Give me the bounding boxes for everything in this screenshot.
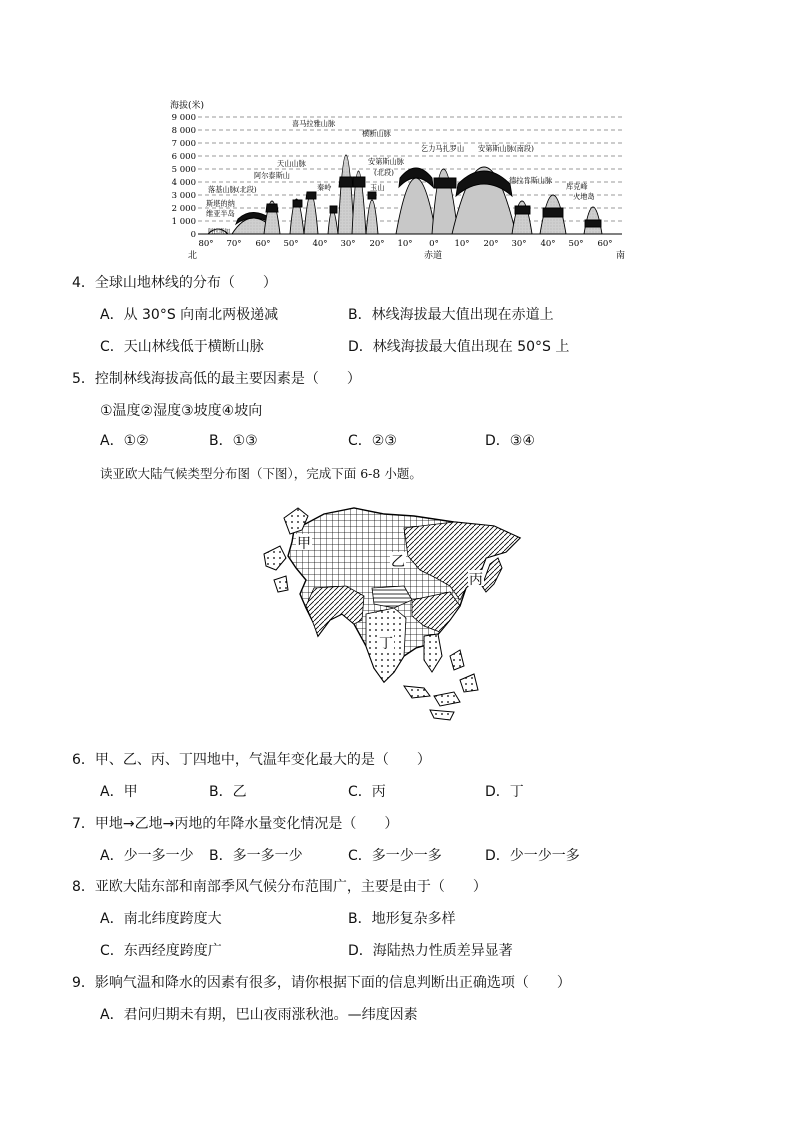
q5-option-c[interactable]: C．②③ (348, 433, 397, 449)
x-tick: 60° (255, 239, 271, 249)
q7-option-c[interactable]: C．多一少一多 (348, 848, 442, 864)
x-tick: 80° (198, 239, 214, 249)
mountain-profiles (208, 155, 602, 234)
south-label: 南 (616, 251, 626, 261)
q6-option-b[interactable]: B．乙 (209, 784, 247, 800)
x-tick: 70° (226, 239, 242, 249)
q8-option-c[interactable]: C．东西经度跨度广 (100, 943, 222, 959)
label-himalaya: 喜马拉雅山脉 (292, 119, 336, 128)
label-jia: 甲 (297, 536, 311, 552)
q5-stem: 5．控制林线海拔高低的最主要因素是（ ） (72, 371, 361, 387)
label-bing: 丙 (469, 572, 483, 588)
q6-option-d[interactable]: D．丁 (485, 784, 524, 800)
q8-option-b[interactable]: B．地形复杂多样 (348, 911, 456, 927)
q6-option-a[interactable]: A．甲 (100, 784, 138, 800)
q4-option-a[interactable]: A．从 30°S 向南北两极递减 (100, 307, 279, 323)
q8-option-d[interactable]: D．海陆热力性质差异显著 (348, 943, 513, 959)
label-alaska: 阿拉斯加 (208, 229, 231, 235)
y-tick: 7 000 (171, 139, 196, 149)
x-tick: 10° (397, 239, 413, 249)
label-altai: 阿尔泰斯山 (254, 171, 290, 180)
q4-option-c[interactable]: C．天山林线低于横断山脉 (100, 339, 264, 355)
q8-stem: 8．亚欧大陆东部和南部季风气候分布范围广，主要是由于（ ） (72, 879, 487, 895)
x-tick: 30° (511, 239, 527, 249)
x-tick: 20° (483, 239, 499, 249)
label-yi: 乙 (391, 554, 405, 570)
label-drakensberg: 德拉肯斯山脉 (509, 176, 553, 185)
q6-option-c[interactable]: C．丙 (348, 784, 386, 800)
q7-option-d[interactable]: D．少一少一多 (485, 848, 580, 864)
y-tick: 5 000 (171, 165, 196, 175)
label-kilimanjaro: 乞力马扎罗山 (421, 144, 465, 153)
north-label: 北 (188, 251, 198, 261)
label-andes-south: 安第斯山脉(南段) (478, 144, 534, 153)
x-tick: 40° (312, 239, 328, 249)
q9-stem: 9．影响气温和降水的因素有很多，请你根据下面的信息判断出正确选项（ ） (72, 975, 571, 991)
label-tianshan: 天山山脉 (277, 159, 306, 168)
x-tick: 20° (369, 239, 385, 249)
q7-stem: 7．甲地→乙地→丙地的年降水量变化情况是（ ） (72, 816, 399, 832)
q4-option-d[interactable]: D．林线海拔最大值出现在 50°S 上 (348, 339, 570, 355)
q8-option-a[interactable]: A．南北纬度跨度大 (100, 911, 222, 927)
y-axis-title: 海拔(米) (170, 101, 205, 111)
x-tick: 60° (597, 239, 613, 249)
y-tick: 1 000 (171, 217, 196, 227)
x-tick: 10° (454, 239, 470, 249)
x-tick: 50° (568, 239, 584, 249)
q5-option-b[interactable]: B．①③ (209, 433, 258, 449)
label-scandinavia: 斯堪的纳 (206, 199, 235, 208)
q5-option-a[interactable]: A．①② (100, 433, 149, 449)
label-andes-north-sub: (北段) (374, 168, 394, 177)
q4-option-b[interactable]: B．林线海拔最大值出现在赤道上 (348, 307, 554, 323)
section-intro: 读亚欧大陆气候类型分布图（下图），完成下面 6-8 小题。 (100, 466, 422, 481)
label-scandinavia2: 维亚半岛 (206, 209, 235, 218)
x-tick-labels (198, 239, 612, 249)
label-qinling: 秦岭 (317, 183, 332, 192)
q7-option-a[interactable]: A．少一多一少 (100, 848, 194, 864)
label-andes-north: 安第斯山脉 (368, 157, 404, 166)
label-rocky: 落基山脉(北段) (208, 185, 257, 194)
label-hengduan: 横断山脉 (362, 129, 391, 138)
label-cook: 库克峰 (566, 182, 588, 191)
y-tick: 3 000 (171, 191, 196, 201)
x-tick: 30° (340, 239, 356, 249)
x-tick: 40° (540, 239, 556, 249)
y-tick: 8 000 (171, 126, 196, 136)
equator-label: 赤道 (424, 251, 443, 261)
y-tick: 6 000 (171, 152, 196, 162)
q4-stem: 4．全球山地林线的分布（ ） (72, 275, 277, 291)
y-tick: 2 000 (171, 204, 196, 214)
label-yushan: 玉山 (370, 183, 385, 192)
label-volcano: 火地岛 (573, 192, 595, 201)
q5-option-d[interactable]: D．③④ (485, 433, 535, 449)
eurasia-climate-map (254, 496, 534, 728)
y-tick: 4 000 (171, 178, 196, 188)
forest-line-chart (160, 96, 636, 262)
q5-items: ①温度②湿度③坡度④坡向 (100, 403, 263, 419)
q7-option-b[interactable]: B．多一多一少 (209, 848, 303, 864)
y-tick: 0 (190, 230, 196, 240)
y-tick: 9 000 (171, 113, 196, 123)
y-tick-labels (172, 113, 196, 240)
x-tick: 50° (283, 239, 299, 249)
q9-option-a[interactable]: A．君问归期未有期，巴山夜雨涨秋池。—纬度因素 (100, 1007, 418, 1023)
label-ding: 丁 (379, 636, 393, 652)
q6-stem: 6．甲、乙、丙、丁四地中，气温年变化最大的是（ ） (72, 752, 431, 768)
x-tick: 0° (429, 239, 439, 249)
